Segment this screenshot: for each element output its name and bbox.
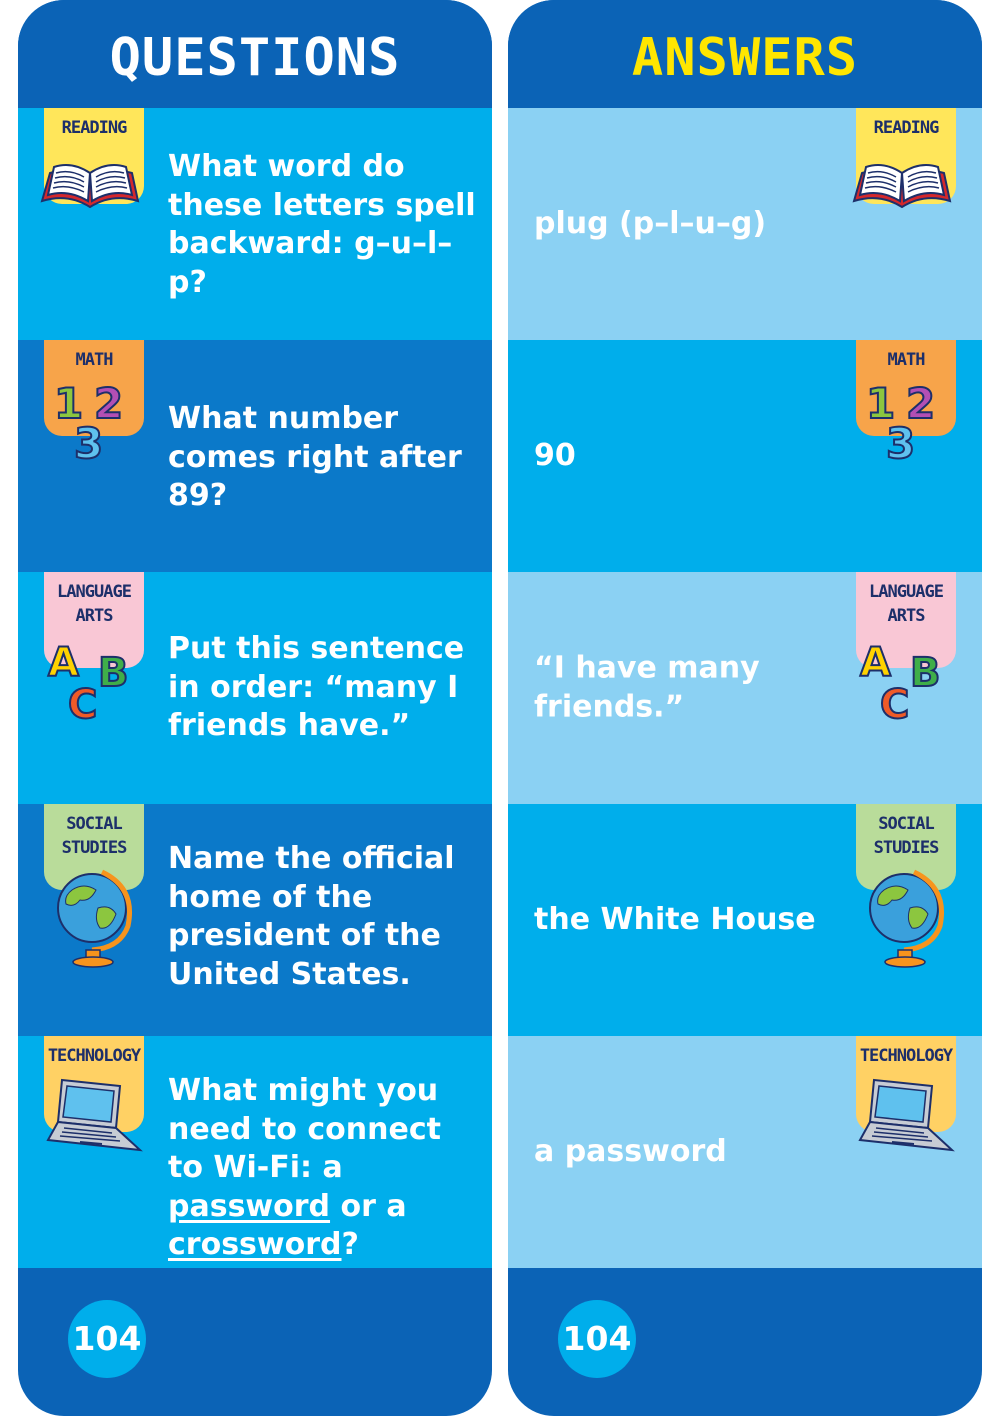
question-text-part: What might you need to connect to Wi-Fi: a — [168, 1073, 441, 1185]
category-line-2: ARTS — [887, 606, 925, 626]
answer-row-technology — [508, 1036, 982, 1268]
questions-title: QUESTIONS — [109, 28, 401, 88]
category-line-2: STUDIES — [61, 838, 127, 858]
category-label — [850, 812, 962, 860]
questions-card — [18, 0, 492, 1416]
laptop-icon — [44, 1076, 144, 1156]
underlined-word-crossword: crossword — [168, 1227, 342, 1262]
open-book-icon — [40, 154, 140, 214]
question-row-technology — [18, 1036, 492, 1268]
category-label: MATH — [75, 350, 113, 370]
question-text: What number comes right after 89? — [168, 401, 462, 513]
category-line-1: SOCIAL — [66, 814, 122, 834]
category-label: TECHNOLOGY — [859, 1046, 953, 1066]
category-label: READING — [873, 118, 939, 138]
answer-row-math — [508, 340, 982, 572]
answer-text: plug (p–l–u–g) — [534, 205, 767, 241]
question-text: Name the official home of the president of the United States. — [168, 841, 455, 992]
underlined-word-password: password — [168, 1188, 331, 1224]
question-text — [168, 1072, 486, 1265]
category-line-1: SOCIAL — [878, 814, 934, 834]
category-label — [38, 812, 150, 860]
category-line-2: ARTS — [75, 606, 113, 626]
questions-header — [18, 0, 492, 108]
category-label — [850, 580, 962, 628]
category-label: READING — [61, 118, 127, 138]
page-number: 104 — [558, 1300, 636, 1378]
category-label: MATH — [887, 350, 925, 370]
answer-text: a password — [534, 1133, 727, 1169]
answers-title: ANSWERS — [631, 28, 859, 88]
answers-header — [508, 0, 982, 108]
answers-card — [508, 0, 982, 1416]
numbers-123-icon — [862, 378, 952, 468]
answer-text: “I have many friends.” — [534, 650, 760, 724]
question-row-reading — [18, 108, 492, 340]
category-label: TECHNOLOGY — [47, 1046, 141, 1066]
letters-abc-icon — [46, 636, 142, 726]
answer-text: 90 — [534, 437, 576, 473]
question-text-part: or a — [330, 1188, 407, 1224]
question-text: What word do these letters spell backward: g–u–l–p? — [168, 149, 476, 300]
laptop-icon — [856, 1076, 956, 1156]
answer-row-language-arts — [508, 572, 982, 804]
numbers-123-icon — [50, 378, 140, 468]
question-row-language-arts — [18, 572, 492, 804]
answer-row-reading — [508, 108, 982, 340]
category-line-1: LANGUAGE — [57, 582, 131, 602]
answer-row-social-studies — [508, 804, 982, 1036]
open-book-icon — [852, 154, 952, 214]
question-text: Put this sentence in order: “many I friends have.” — [168, 631, 465, 743]
globe-icon — [52, 868, 136, 968]
globe-icon — [864, 868, 948, 968]
question-text-part: ? — [341, 1227, 359, 1262]
category-line-1: LANGUAGE — [869, 582, 943, 602]
category-line-2: STUDIES — [873, 838, 939, 858]
answer-text: the White House — [534, 901, 816, 937]
letters-abc-icon — [858, 636, 954, 726]
category-label — [38, 580, 150, 628]
question-row-math — [18, 340, 492, 572]
page-number: 104 — [68, 1300, 146, 1378]
question-row-social-studies — [18, 804, 492, 1036]
